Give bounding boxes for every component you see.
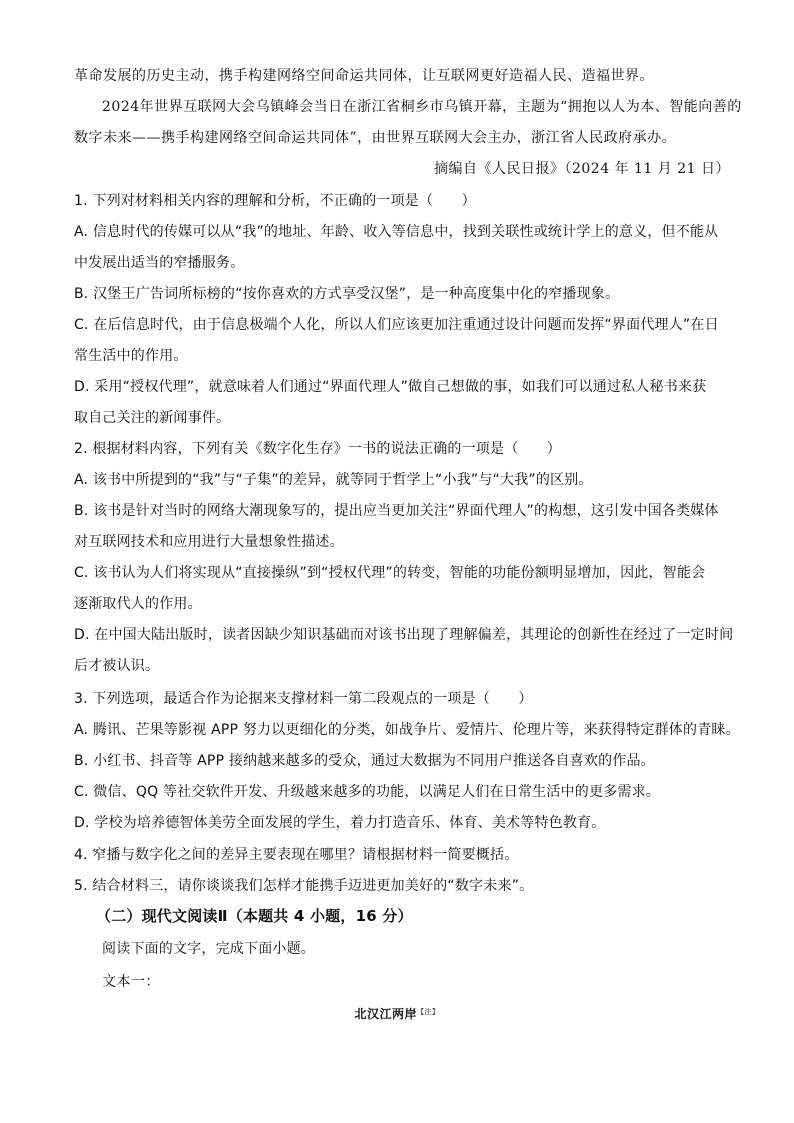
question-stem: 3. 下列选项，最适合作为论据来支撑材料一第二段观点的一项是（ ） bbox=[74, 691, 533, 707]
text-title bbox=[74, 1002, 720, 1024]
option-d: D. 学校为培养德智体美劳全面发展的学生，着力打造音乐、体育、美术等特色教育。 bbox=[74, 815, 606, 831]
question-5: 5. 结合材料三，请你谈谈我们怎样才能携手迈进更加美好的“数字未来”。 bbox=[74, 878, 534, 894]
question-4: 4. 窄播与数字化之间的差异主要表现在哪里？请根据材料一简要概括。 bbox=[74, 847, 519, 863]
option-a: A. 腾讯、芒果等影视 APP 努力以更细化的分类，如战争片、爱情片、伦理片等，来获得特定群体的青睐。 bbox=[74, 722, 740, 738]
option-a-cont: 中发展出适当的窄播服务。 bbox=[74, 255, 245, 271]
article-source: 摘编自《人民日报》（2024 年 11 月 21 日） bbox=[433, 161, 730, 177]
article-line: 2024年世界互联网大会乌镇峰会当日在浙江省桐乡市乌镇开幕，主题为“拥抱以人为本、智能向善的 bbox=[102, 99, 742, 115]
option-b: B. 该书是针对当时的网络大潮现象写的，提出应当更加关注“界面代理人”的构想，这引发中国各类媒体 bbox=[74, 503, 719, 519]
option-d-cont: 后才被认识。 bbox=[74, 658, 160, 674]
option-b-cont: 对互联网技术和应用进行大量想象性描述。 bbox=[74, 534, 344, 550]
option-b: B. 汉堡王广告词所标榜的“按你喜欢的方式享受汉堡”，是一种高度集中化的窄播现象。 bbox=[74, 286, 620, 302]
option-d: D. 在中国大陆出版时，读者因缺少知识基础而对该书出现了理解偏差，其理论的创新性在经过了一定时间 bbox=[74, 627, 734, 643]
option-c: C. 微信、QQ 等社交软件开发、升级越来越多的功能，以满足人们在日常生活中的更多需求。 bbox=[74, 784, 660, 800]
question-stem: 2. 根据材料内容，下列有关《数字化生存》一书的说法正确的一项是（ ） bbox=[74, 441, 562, 457]
text-label: 文本一： bbox=[102, 974, 160, 990]
option-c: C. 该书认为人们将实现从“直接操纵”到“授权代理”的转变，智能的功能份额明显增加，因此，智能会 bbox=[74, 565, 706, 581]
text-title-label: 北汉江两岸 bbox=[354, 1007, 417, 1021]
section-heading: （二）现代文阅读Ⅱ（本题共 4 小题，16 分） bbox=[96, 907, 413, 925]
option-d: D. 采用“授权代理”，就意味着人们通过“界面代理人”做自己想做的事，如我们可以通过私人秘书来获 bbox=[74, 379, 707, 395]
option-a: A. 该书中所提到的“我”与“子集”的差异，就等同于哲学上“小我”与“大我”的区别。 bbox=[74, 472, 593, 488]
option-c-cont: 逐渐取代人的作用。 bbox=[74, 596, 202, 612]
article-line: 数字未来——携手构建网络空间命运共同体”，由世界互联网大会主办，浙江省人民政府承办。 bbox=[74, 130, 677, 146]
article-line: 革命发展的历史主动，携手构建网络空间命运共同体，让互联网更好造福人民、造福世界。 bbox=[74, 68, 654, 84]
footnote-marker: 【注】 bbox=[417, 1008, 440, 1016]
option-c-cont: 常生活中的作用。 bbox=[74, 348, 188, 364]
option-b: B. 小红书、抖音等 APP 接纳越来越多的受众，通过大数据为不同用户推送各自喜欢的作品。 bbox=[74, 753, 655, 769]
question-stem: 1. 下列对材料相关内容的理解和分析，不正确的一项是（ ） bbox=[74, 193, 476, 209]
option-c: C. 在后信息时代，由于信息极端个人化，所以人们应该更加注重通过设计问题而发挥“界面代理人”在日 bbox=[74, 317, 719, 333]
section-instruction: 阅读下面的文字，完成下面小题。 bbox=[102, 941, 315, 957]
option-a: A. 信息时代的传媒可以从“我”的地址、年龄、收入等信息中，找到关联性或统计学上的意义，但不能从 bbox=[74, 224, 719, 240]
option-d-cont: 取自己关注的新闻事件。 bbox=[74, 410, 231, 426]
